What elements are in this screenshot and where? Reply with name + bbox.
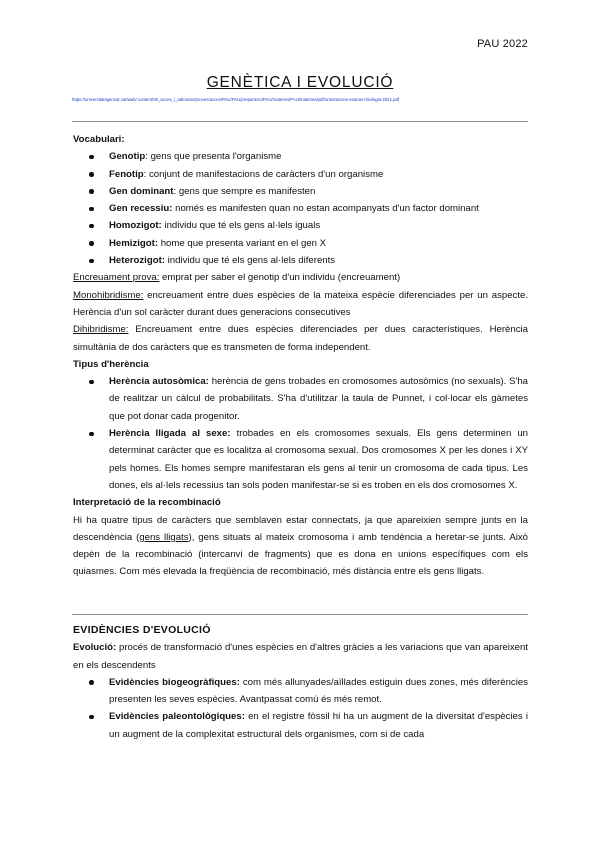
list-item: Gen dominant: gens que sempre es manifesten: [109, 183, 528, 200]
list-item: Evidències biogeogràfiques: com més allunyades/aïllades estiguin dues zones, més diferències presenten les seves espècies. Avantpassat comú és més remot.: [109, 674, 528, 709]
vocabulari-list: [73, 148, 528, 269]
evidencies-heading: EVIDÈNCIES D'EVOLUCIÓ: [73, 624, 211, 636]
genetics-section: [73, 131, 528, 581]
exam-label: PAU 2022: [477, 38, 528, 50]
list-item: Homozigot: individu que té els gens al·lels iguals: [109, 217, 528, 234]
recombinacio-heading: Interpretació de la recombinació: [73, 497, 221, 509]
recombinacio-paragraph: Hi ha quatre tipus de caràcters que semblaven estar connectats, ja que apareixien sempre junts en la descendència (gens lligats), gens situats al mateix cromosoma i amb tendència a heretar-se junts. Això depèn de la recombinació (intercanvi de fragments) que es dona en unions específiques com els quiasmes. Com més elevada la freqüència de recombinació, més distància entre els gens lligats.: [73, 514, 528, 578]
tipus-heading: Tipus d'herència: [73, 358, 149, 370]
list-item: Herència autosòmica: herència de gens trobades en cromosomes autosòmics (no sexuals). S'ha de realitzar un càlcul de probabilitats. S'ha d'utilitzar la taula de Punnet, i col·locar els gàmetes que pot donar cada progenitor.: [109, 373, 528, 425]
list-item: Heterozigot: individu que té els gens al·lels diferents: [109, 252, 528, 269]
divider-middle: [72, 614, 528, 615]
list-item: Evidències paleontològiques: en el registre fòssil hi ha un augment de la diversitat d'espècies i un augment de la complexitat estructural dels organismes, com si de cada: [109, 708, 528, 743]
evidencies-list: [73, 674, 528, 743]
list-item: Gen recessiu: només es manifesten quan no estan acompanyats d'un factor dominant: [109, 200, 528, 217]
evidencies-section: [73, 622, 528, 743]
evolucio-definition: Evolució: procés de transformació d'unes espècies en d'altres gràcies a les variacions que van apareixent en els descendents: [73, 642, 528, 671]
list-item: Fenotip: conjunt de manifestacions de caràcters d'un organisme: [109, 166, 528, 183]
page-title: GENÈTICA I EVOLUCIÓ: [206, 74, 394, 91]
definition-monohibridisme: Monohibridisme: encreuament entre dues espècies de la mateixa espècie diferenciades per un aspecte. Herència d'un sol caràcter durant dues generacions consecutives: [73, 289, 528, 318]
list-item: Herència lligada al sexe: trobades en els cromosomes sexuals. Els gens determinen un determinat caràcter que es localitza al cromosoma sexual. Dos cromosomes X per les dones i XY pels homes. Els homes sempre manifestaran els gens al tenir un cromosoma de cada tipus. Les dones, els al·lels recessius tan sols poden manifestar-se si es troben en els dos cromosomes X.: [109, 425, 528, 494]
definition-encreuament: Encreuament prova: emprat per saber el genotip d'un individu (encreuament): [73, 272, 401, 284]
list-item: Hemizigot: home que presenta variant en el gen X: [109, 235, 528, 252]
vocabulari-heading: Vocabulari:: [73, 134, 125, 145]
tipus-list: [73, 373, 528, 494]
divider-top: [72, 121, 528, 122]
definition-dihibridisme: Dihibridisme: Encreuament entre dues espècies diferenciades per dues característiques. Herència simultània de dos caràcters que es transmeten de forma independent.: [73, 324, 528, 353]
list-item: Genotip: gens que presenta l'organisme: [109, 148, 528, 165]
source-link[interactable]: https://universitatsgencat.cat/web/.content/05_acces_i_admissio/proves/acces/PAU/PAU/preparacio/PAU/materies/PAU/materies/pdf/orientacions-examen-biologia-2021.pdf: [72, 97, 400, 102]
